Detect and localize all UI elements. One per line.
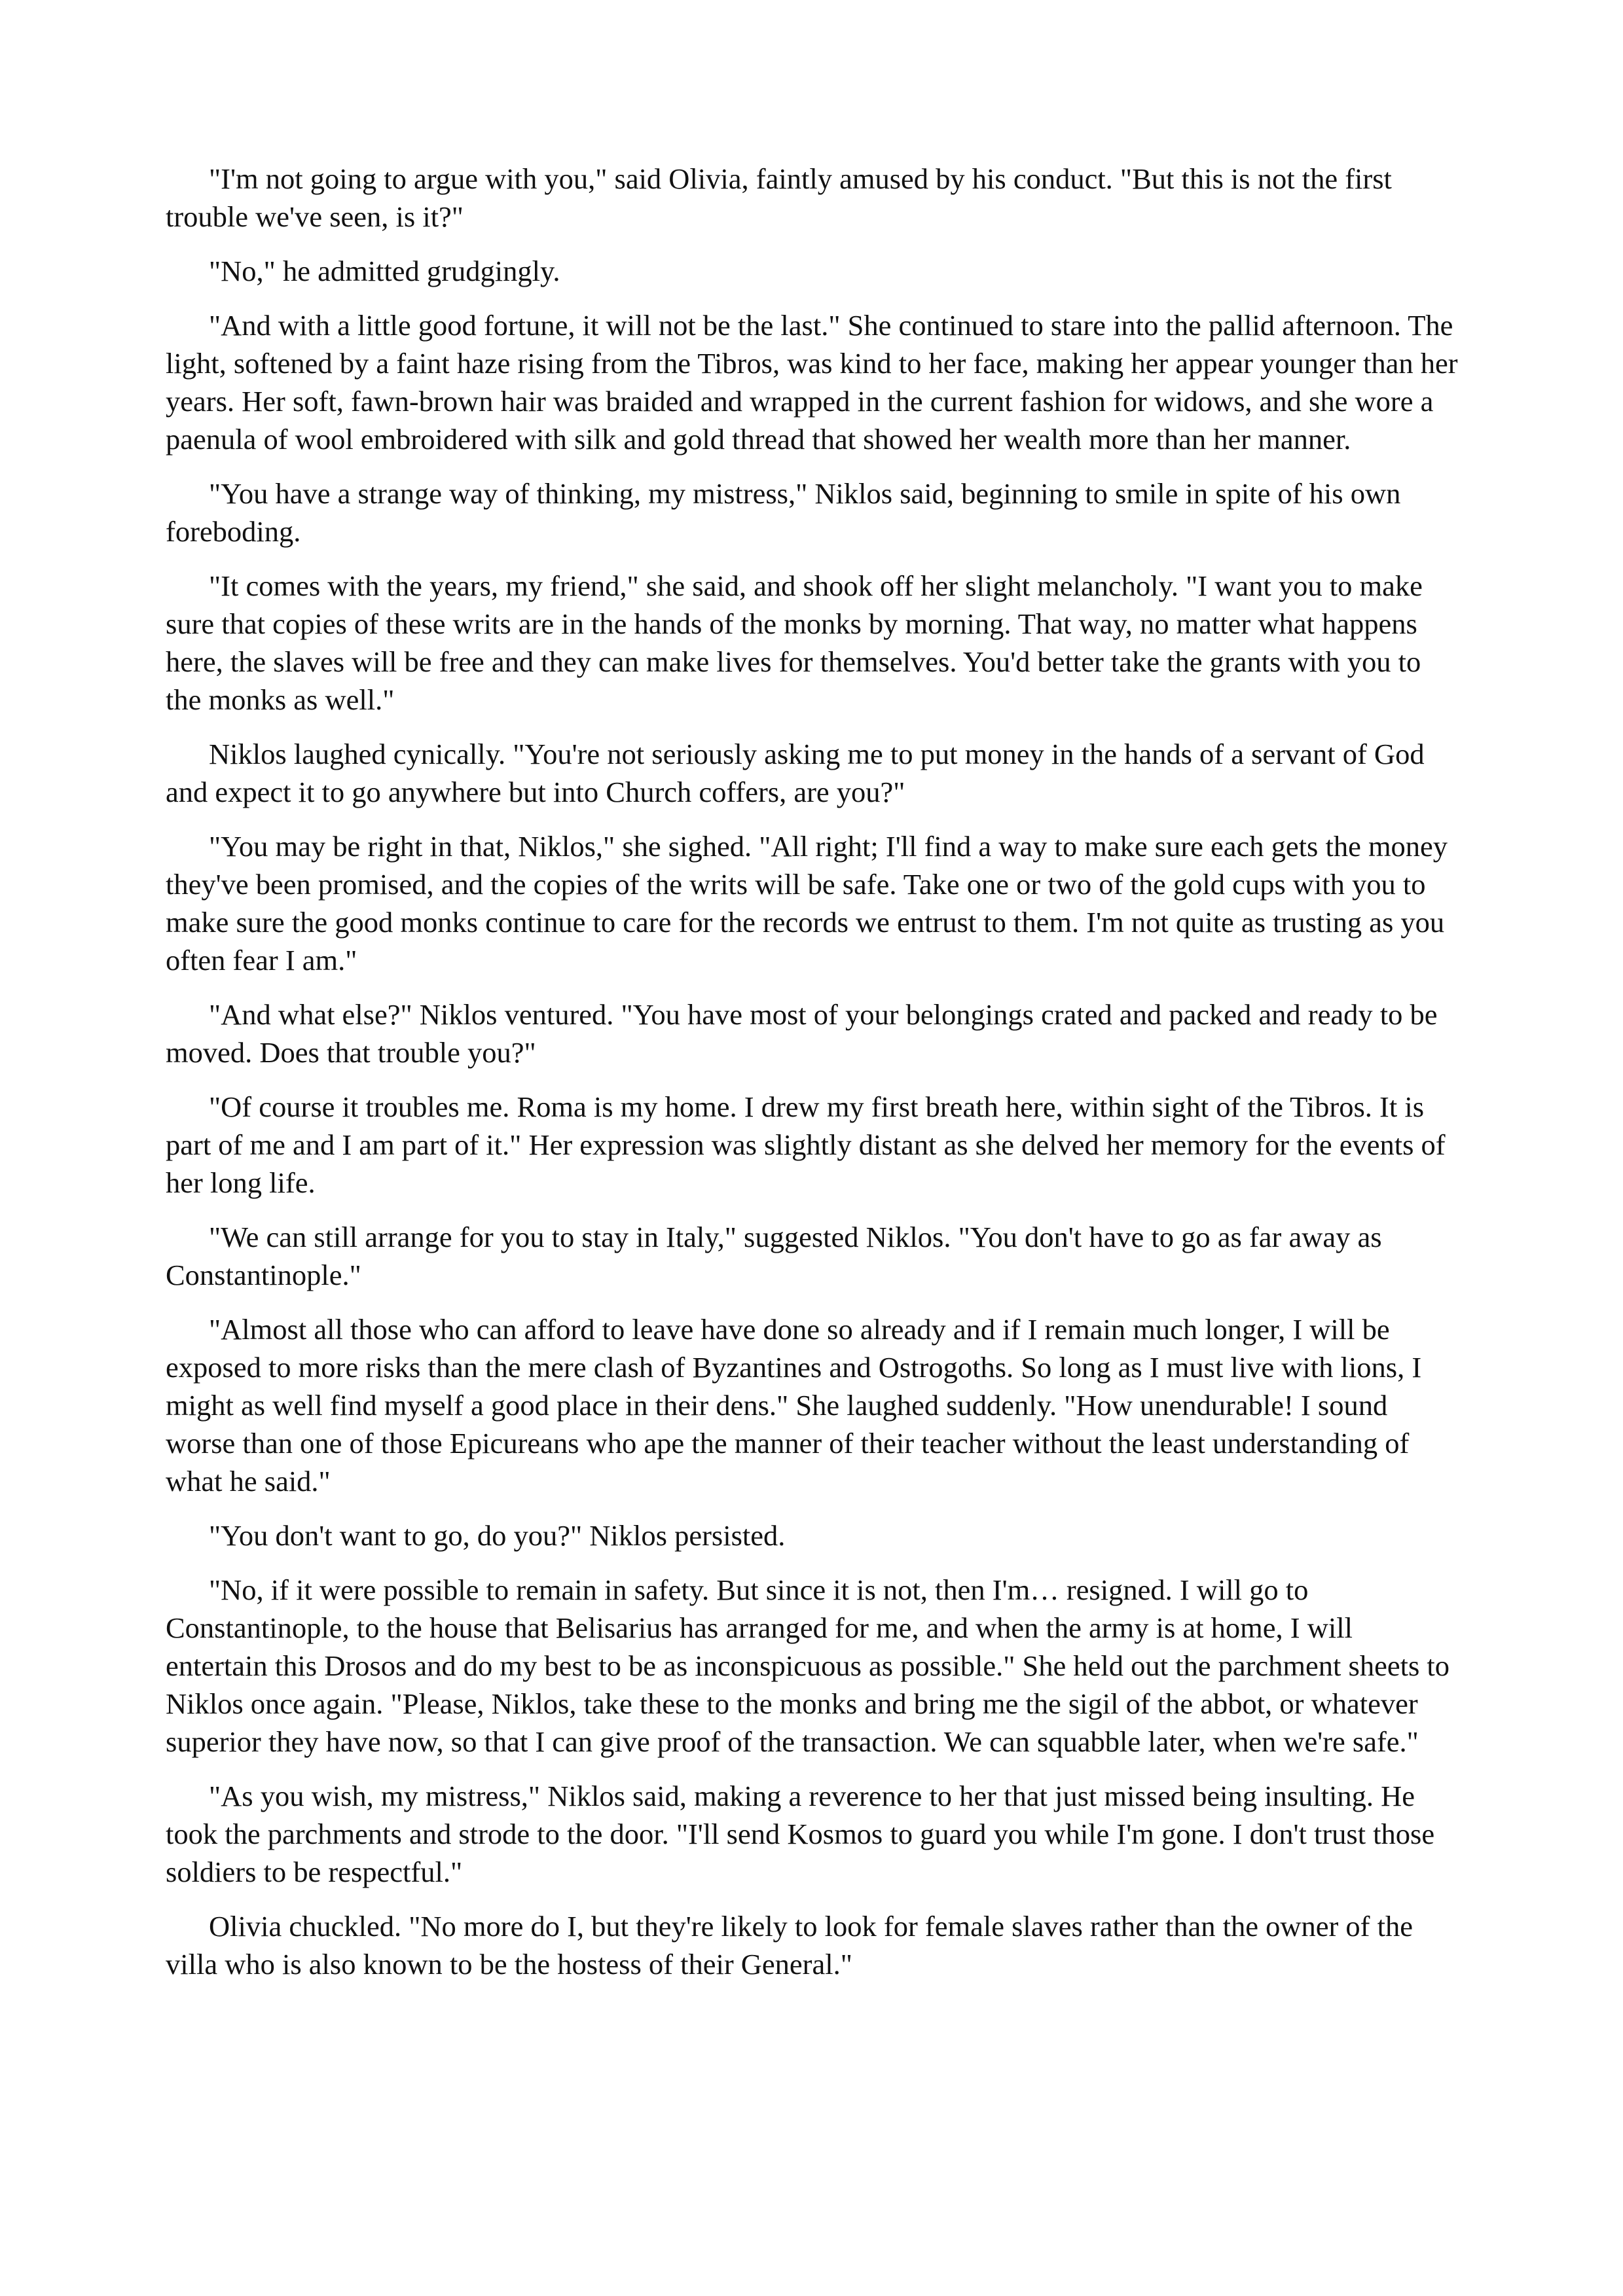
paragraph-12: "You don't want to go, do you?" Niklos persisted. bbox=[209, 1519, 786, 1552]
paragraph-1: "I'm not going to argue with you," said Olivia, faintly amused by his conduct. "But this is not the first trouble we've seen, is it?" bbox=[166, 162, 1392, 233]
body-text bbox=[166, 160, 1459, 2000]
paragraph-5: "It comes with the years, my friend," she said, and shook off her slight melancholy. "I want you to make sure that copies of these writs are in the hands of the monks by morning. That way, no matter what happens here, the slaves will be free and they can make lives for themselves. You'd better take the grants with you to the monks as well." bbox=[166, 569, 1423, 716]
paragraph-3: "And with a little good fortune, it will not be the last." She continued to stare into the pallid afternoon. The light, softened by a faint haze rising from the Tibros, was kind to her face, making her appear younger than her years. Her soft, fawn-brown hair was braided and wrapped in the current fashion for widows, and she wore a paenula of wool embroidered with silk and gold thread that showed her wealth more than her manner. bbox=[166, 309, 1458, 456]
paragraph-13: "No, if it were possible to remain in safety. But since it is not, then I'm… resigned. I will go to Constantinople, to the house that Belisarius has arranged for me, and when the army is at home, I will entertain this Drosos and do my best to be as inconspicuous as possible." She held out the parchment sheets to Niklos once again. "Please, Niklos, take these to the monks and bring me the sigil of the abbot, or whatever superior they have now, so that I can give proof of the transaction. We can squabble later, when we're safe." bbox=[166, 1573, 1450, 1758]
paragraph-14: "As you wish, my mistress," Niklos said, making a reverence to her that just missed being insulting. He took the parchments and strode to the door. "I'll send Kosmos to guard you while I'm gone. I don't trust those soldiers to be respectful." bbox=[166, 1780, 1435, 1888]
paragraph-6: Niklos laughed cynically. "You're not seriously asking me to put money in the hands of a servant of God and expect it to go anywhere but into Church coffers, are you?" bbox=[166, 738, 1425, 808]
paragraph-15: Olivia chuckled. "No more do I, but they're likely to look for female slaves rather than the owner of the villa who is also known to be the hostess of their General." bbox=[166, 1910, 1413, 1981]
paragraph-4: "You have a strange way of thinking, my mistress," Niklos said, beginning to smile in spite of his own foreboding. bbox=[166, 477, 1401, 548]
paragraph-8: "And what else?" Niklos ventured. "You have most of your belongings crated and packed and ready to be moved. Does that trouble you?" bbox=[166, 998, 1438, 1069]
paragraph-10: "We can still arrange for you to stay in Italy," suggested Niklos. "You don't have to go as far away as Constantinople." bbox=[166, 1221, 1382, 1291]
paragraph-2: "No," he admitted grudgingly. bbox=[209, 255, 560, 287]
paragraph-7: "You may be right in that, Niklos," she sighed. "All right; I'll find a way to make sure each gets the money they've been promised, and the copies of the writs will be safe. Take one or two of the gold cups with you to make sure the good monks continue to care for the records we entrust to them. I'm not quite as trusting as you often fear I am." bbox=[166, 830, 1448, 977]
paragraph-11: "Almost all those who can afford to leave have done so already and if I remain much longer, I will be exposed to more risks than the mere clash of Byzantines and Ostrogoths. So long as I must live with lions, I might as well find myself a good place in their dens." She laughed suddenly. "How unendurable! I sound worse than one of those Epicureans who ape the manner of their teacher without the least understanding of what he said." bbox=[166, 1313, 1422, 1498]
paragraph-9: "Of course it troubles me. Roma is my home. I drew my first breath here, within sight of the Tibros. It is part of me and I am part of it." Her expression was slightly distant as she delved her memory for the events of her long life. bbox=[166, 1090, 1446, 1199]
